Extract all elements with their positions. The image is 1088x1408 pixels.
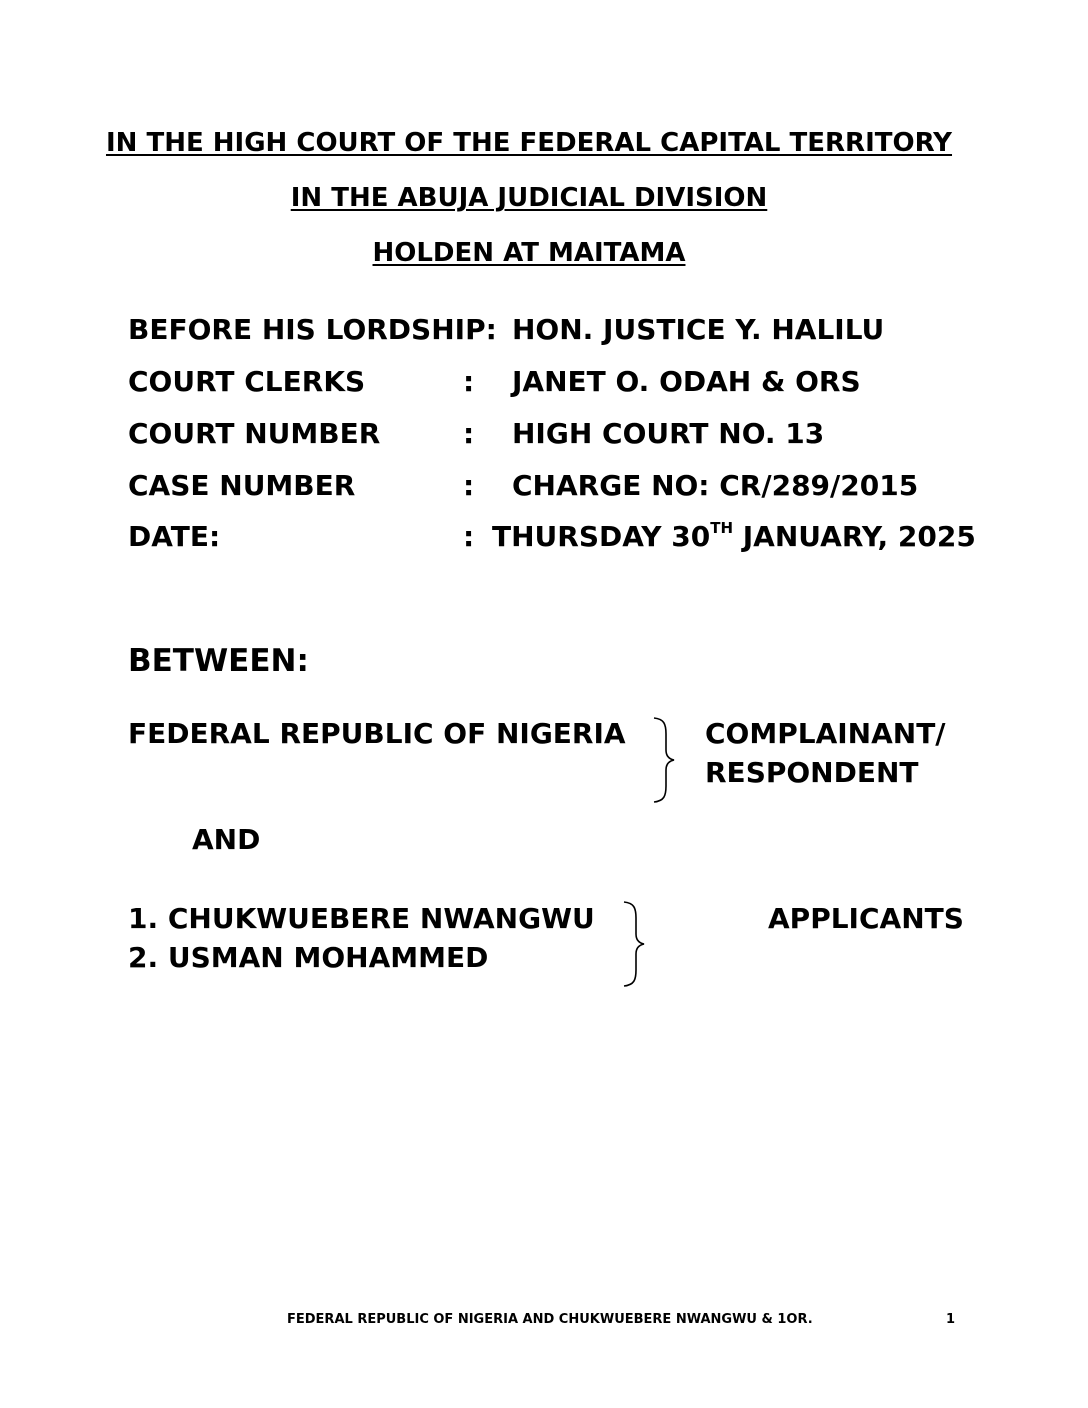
page-number: 1 [946,1312,956,1327]
date-day: THURSDAY 30 [492,520,711,553]
date-value [492,520,976,553]
case-number-value: CHARGE NO: CR/289/2015 [512,469,919,502]
date-colon: : [463,520,475,553]
and-label: AND [192,823,261,856]
complainant-role-line2: RESPONDENT [705,756,919,789]
division-heading: IN THE ABUJA JUDICIAL DIVISION [290,183,768,213]
court-number-colon: : [463,417,475,450]
before-value: HON. JUSTICE Y. HALILU [512,313,885,346]
before-label: BEFORE HIS LORDSHIP: [128,313,497,346]
case-number-colon: : [463,469,475,502]
venue-heading: HOLDEN AT MAITAMA [372,238,686,268]
between-label: BETWEEN: [128,643,309,679]
complainant-brace [648,716,678,804]
date-ordinal: TH [710,518,734,537]
court-number-value: HIGH COURT NO. 13 [512,417,825,450]
applicants-role: APPLICANTS [768,902,964,935]
case-number-label: CASE NUMBER [128,469,356,502]
complainant-name: FEDERAL REPUBLIC OF NIGERIA [128,717,626,750]
clerks-value: JANET O. ODAH & ORS [512,365,861,398]
court-heading: IN THE HIGH COURT OF THE FEDERAL CAPITAL TERRITORY [105,128,953,158]
clerks-label: COURT CLERKS [128,365,366,398]
clerks-colon: : [463,365,475,398]
complainant-role-line1: COMPLAINANT/ [705,717,946,750]
date-label: DATE: [128,520,221,553]
footer-title: FEDERAL REPUBLIC OF NIGERIA AND CHUKWUEBERE NWANGWU & 1OR. [287,1312,813,1327]
applicant-2: 2. USMAN MOHAMMED [128,941,489,974]
applicant-1: 1. CHUKWUEBERE NWANGWU [128,902,595,935]
applicants-brace [618,900,648,988]
court-number-label: COURT NUMBER [128,417,381,450]
date-month-year: JANUARY, 2025 [733,520,976,553]
